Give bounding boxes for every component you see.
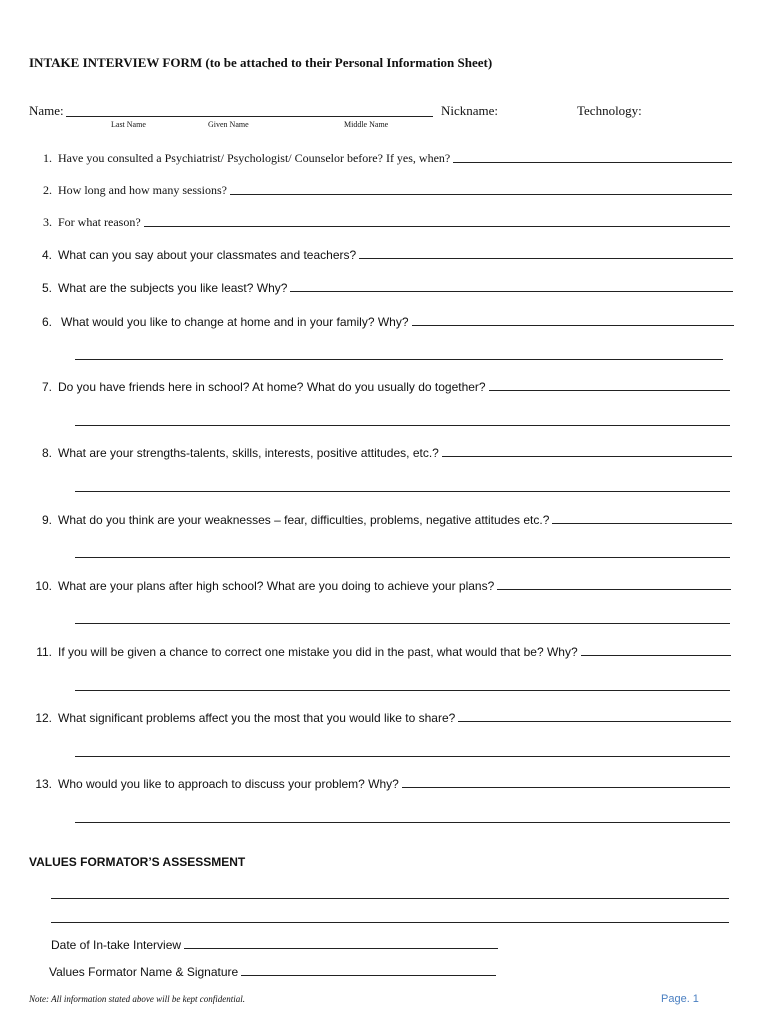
question-8 (29, 446, 732, 460)
answer-line-extra[interactable] (75, 491, 730, 492)
answer-line-extra[interactable] (75, 425, 730, 426)
answer-line[interactable] (581, 655, 731, 656)
interview-date-line[interactable] (184, 948, 498, 949)
question-10 (29, 579, 731, 593)
question-number: 4. (41, 248, 52, 262)
answer-line[interactable] (489, 390, 730, 391)
question-number: 11. (36, 645, 52, 659)
assessment-line-2[interactable] (51, 922, 729, 923)
interview-date-row (51, 938, 498, 952)
question-11 (29, 645, 731, 659)
answer-line[interactable] (453, 162, 732, 163)
page-number: Page. 1 (661, 993, 699, 1005)
answer-line[interactable] (497, 589, 731, 590)
question-6 (29, 315, 734, 329)
answer-line[interactable] (290, 291, 733, 292)
question-text: Do you have friends here in school? At home? What do you usually do together? (58, 380, 486, 394)
question-12 (29, 711, 731, 725)
answer-line-extra[interactable] (75, 359, 723, 360)
name-label: Name: (29, 103, 64, 118)
question-text: What do you think are your weaknesses – fear, difficulties, problems, negative attitudes etc.? (58, 513, 550, 527)
signature-line[interactable] (241, 975, 496, 976)
name-field-line[interactable] (66, 116, 433, 117)
question-text: What significant problems affect you the most that you would like to share? (58, 711, 456, 725)
question-number: 10. (35, 579, 52, 593)
question-7 (29, 380, 730, 394)
question-number: 1. (43, 151, 52, 165)
answer-line-extra[interactable] (75, 690, 730, 691)
question-text: Have you consulted a Psychiatrist/ Psychologist/ Counselor before? If yes, when? (58, 151, 451, 165)
question-text: What are your plans after high school? What are you doing to achieve your plans? (58, 579, 495, 593)
question-3 (29, 215, 730, 230)
technology-label: Technology: (577, 103, 642, 118)
answer-line[interactable] (442, 456, 732, 457)
question-text: What would you like to change at home and in your family? Why? (61, 315, 409, 329)
question-13 (29, 777, 730, 791)
interview-date-label: Date of In-take Interview (51, 938, 182, 952)
question-text: What are the subjects you like least? Why? (58, 281, 288, 295)
question-5 (29, 281, 733, 295)
question-1 (29, 151, 732, 166)
last-name-sublabel: Last Name (111, 120, 146, 129)
answer-line-extra[interactable] (75, 557, 730, 558)
answer-line[interactable] (458, 721, 731, 722)
question-number: 3. (43, 215, 52, 229)
question-text: What are your strengths-talents, skills, interests, positive attitudes, etc.? (58, 446, 439, 460)
nickname-label: Nickname: (441, 103, 499, 118)
answer-line-extra[interactable] (75, 756, 730, 757)
assessment-heading: VALUES FORMATOR’S ASSESSMENT (29, 855, 246, 869)
middle-name-sublabel: Middle Name (344, 120, 389, 129)
question-2 (29, 183, 732, 198)
question-text: What can you say about your classmates and teachers? (58, 248, 357, 262)
answer-line[interactable] (552, 523, 732, 524)
assessment-line-1[interactable] (51, 898, 729, 899)
given-name-sublabel: Given Name (208, 120, 249, 129)
question-number: 13. (35, 777, 52, 791)
question-text: How long and how many sessions? (58, 183, 227, 197)
question-text: For what reason? (58, 215, 141, 229)
question-4 (29, 248, 733, 262)
signature-row (49, 965, 496, 979)
question-number: 5. (41, 281, 52, 295)
question-number: 12. (35, 711, 52, 725)
answer-line[interactable] (230, 194, 732, 195)
question-number: 9. (41, 513, 52, 527)
answer-line[interactable] (412, 325, 734, 326)
form-title: INTAKE INTERVIEW FORM (to be attached to their Personal Information Sheet) (29, 55, 493, 70)
answer-line-extra[interactable] (75, 623, 730, 624)
question-9 (29, 513, 732, 527)
answer-line-extra[interactable] (75, 822, 730, 823)
confidentiality-note: Note: All information stated above will be kept confidential. (29, 994, 246, 1004)
question-number: 8. (41, 446, 52, 460)
question-number: 7. (41, 380, 52, 394)
question-text: Who would you like to approach to discuss your problem? Why? (58, 777, 399, 791)
answer-line[interactable] (359, 258, 733, 259)
question-number: 2. (43, 183, 52, 197)
question-number: 6. (41, 315, 52, 329)
question-text: If you will be given a chance to correct one mistake you did in the past, what would that be? Why? (58, 645, 578, 659)
signature-label: Values Formator Name & Signature (49, 965, 239, 979)
answer-line[interactable] (402, 787, 730, 788)
answer-line[interactable] (144, 226, 730, 227)
